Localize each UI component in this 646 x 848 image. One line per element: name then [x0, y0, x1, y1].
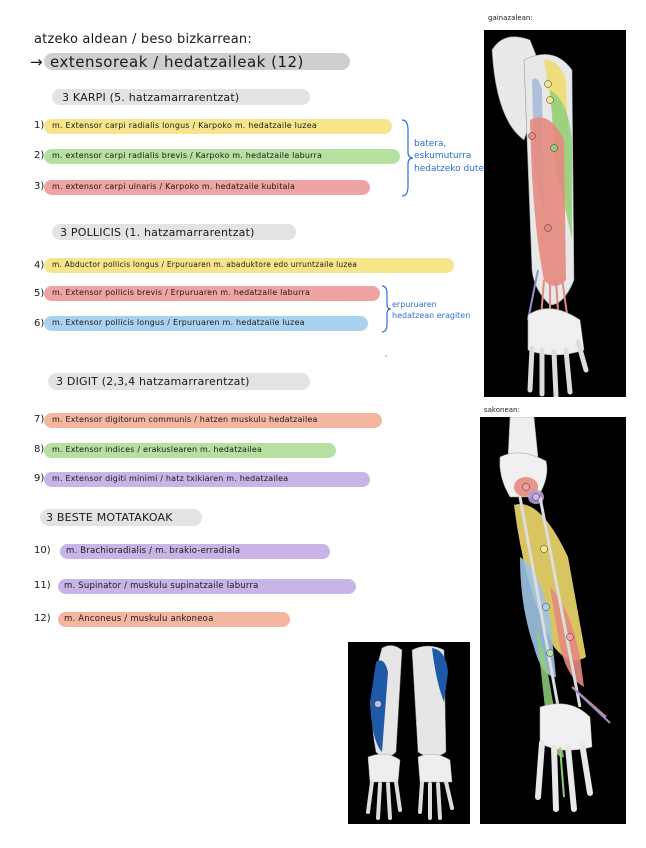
list-item: m. Extensor digitorum communis / hatzen muskulu hedatzailea [52, 415, 318, 424]
list-item: m. Supinator / muskulu supinatzaile laburra [64, 581, 259, 591]
list-item: m. extensor carpi radialis brevis / Karpoko m. hedatzaile laburra [52, 151, 323, 160]
section-digit-title: 3 DIGIT (2,3,4 hatzamarrarentzat) [56, 375, 250, 388]
figure-label-superficial: gainazalean: [488, 14, 533, 22]
anatomy-figure-superficial [484, 30, 626, 397]
arrow-icon: → [30, 53, 44, 71]
main-title: extensoreak / hedatzaileak (12) [50, 53, 304, 71]
anatomy-figure-deep [480, 417, 626, 824]
item-number: 8) [34, 444, 45, 455]
pollicis-note-line: erpuruaren [392, 300, 437, 309]
item-number: 11) [34, 580, 51, 591]
pollicis-note-line: hedatzean eragiten [392, 311, 471, 320]
section-pollicis-title: 3 POLLICIS (1. hatzamarrarentzat) [60, 226, 255, 239]
list-item: m. extensor carpi ulnaris / Karpoko m. hedatzaile kubitala [52, 182, 296, 191]
item-number: 2) [34, 150, 45, 161]
section-beste-title: 3 BESTE MOTATAKOAK [46, 511, 173, 524]
item-number: 9) [34, 473, 45, 484]
item-number: 1) [34, 120, 45, 131]
list-item: m. Extensor carpi radialis longus / Karpoko m. hedatzaile luzea [52, 121, 317, 130]
brace-icon [400, 118, 414, 198]
list-item: m. Extensor pollicis longus / Erpuruaren m. hedatzaile luzea [52, 318, 305, 327]
dot-mark [385, 355, 387, 357]
item-number: 6) [34, 318, 45, 329]
anatomy-figure-brachioradialis [348, 642, 470, 824]
section-karpi-title: 3 KARPI (5. hatzamarrarentzat) [62, 91, 240, 104]
list-item: m. Extensor indices / erakuslearen m. hedatzailea [52, 445, 263, 454]
item-number: 4) [34, 260, 45, 271]
list-item: m. Extensor pollicis brevis / Erpuruaren m. hedatzaile laburra [52, 288, 311, 297]
item-number: 5) [34, 288, 45, 299]
brace-icon [380, 284, 392, 334]
item-number: 10) [34, 545, 51, 556]
karpi-note-line: eskumuturra [414, 151, 472, 161]
page-subtitle: atzeko aldean / beso bizkarrean: [34, 32, 252, 47]
karpi-note-line: batera, [414, 139, 447, 149]
karpi-note-line: hedatzeko dute [414, 164, 485, 174]
list-item: m. Extensor digiti minimi / hatz txikiaren m. hedatzailea [52, 474, 289, 483]
item-number: 3) [34, 181, 45, 192]
item-number: 12) [34, 613, 51, 624]
list-item: m. Abductor pollicis longus / Erpuruaren m. abaduktore edo urruntzaile luzea [52, 260, 358, 269]
list-item: m. Brachioradialis / m. brakio-erradiala [66, 546, 241, 556]
figure-label-deep: sakonean: [484, 406, 520, 414]
item-number: 7) [34, 414, 45, 425]
list-item: m. Anconeus / muskulu ankoneoa [64, 614, 214, 624]
